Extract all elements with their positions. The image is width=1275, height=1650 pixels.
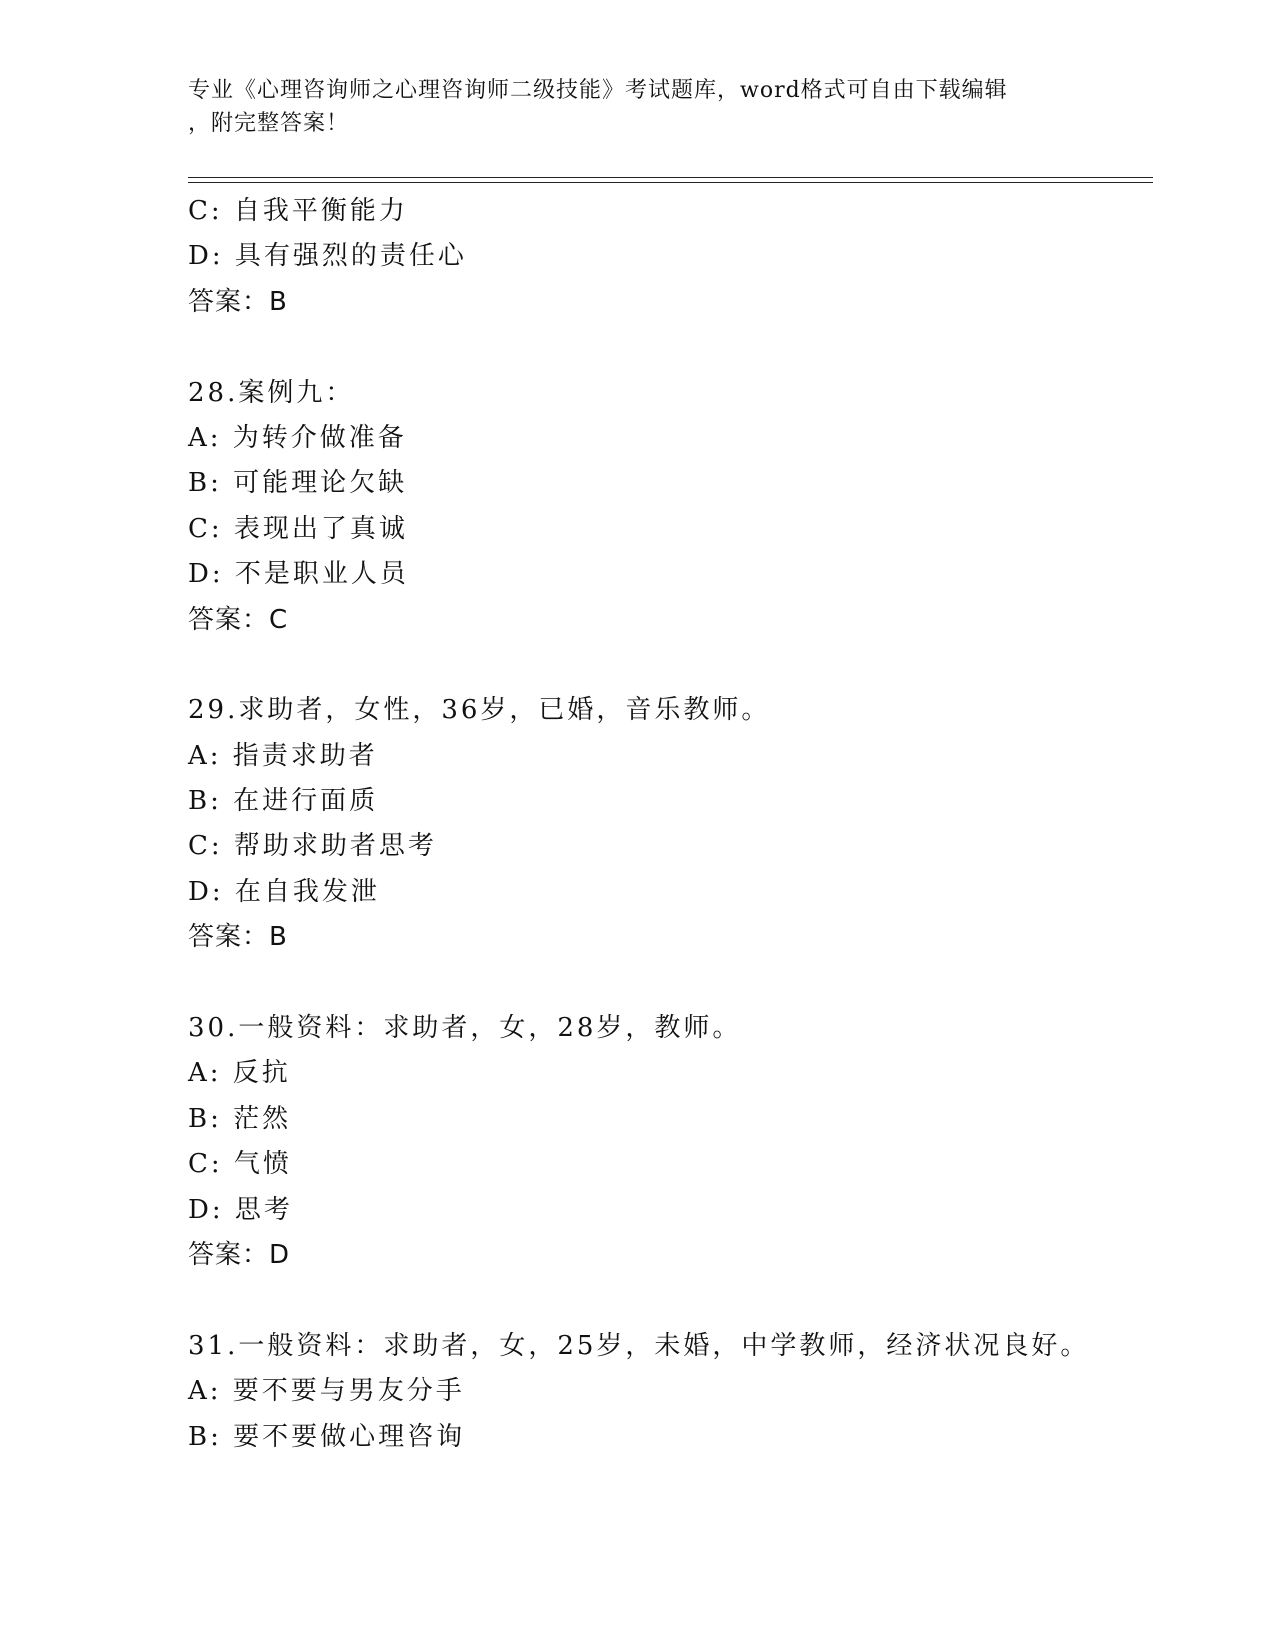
answer-line: 答案：B (188, 286, 288, 317)
question-block (188, 189, 1153, 325)
document-header (188, 74, 1088, 140)
option-d: D: 不是职业人员 (188, 559, 409, 590)
option-a: A: 为转介做准备 (188, 422, 407, 453)
question-block (188, 1006, 1153, 1278)
option-d: D: 具有强烈的责任心 (188, 241, 467, 272)
answer-line: 答案：D (188, 1239, 291, 1270)
option-b: B: 可能理论欠缺 (188, 468, 408, 499)
header-line-1: 专业《心理咨询师之心理咨询师二级技能》考试题库，word格式可自由下载编辑 (188, 78, 1008, 103)
option-c: C: 帮助求助者思考 (188, 831, 437, 862)
option-b: B: 在进行面质 (188, 786, 379, 817)
option-d: D: 思考 (188, 1194, 293, 1225)
question-text: 28.案例九： (188, 377, 355, 408)
question-text: 30.一般资料：求助者，女，28岁，教师。 (188, 1013, 742, 1044)
question-text: 31.一般资料：求助者，女，25岁，未婚，中学教师，经济状况良好。 (188, 1330, 1090, 1361)
option-c: C: 气愤 (188, 1149, 292, 1180)
option-a: A: 反抗 (188, 1058, 291, 1089)
option-c: C: 自我平衡能力 (188, 196, 408, 226)
answer-line: 答案：C (188, 604, 289, 635)
option-d: D: 在自我发泄 (188, 876, 380, 907)
option-a: A: 指责求助者 (188, 740, 378, 771)
answer-line: 答案：B (188, 922, 288, 953)
header-line-2: ，附完整答案！ (188, 111, 350, 136)
option-c: C: 表现出了真诚 (188, 513, 408, 544)
question-block (188, 1324, 1153, 1460)
option-a: A: 要不要与男友分手 (188, 1376, 465, 1407)
option-b: B: 要不要做心理咨询 (188, 1421, 466, 1452)
header-rule-top (188, 177, 1153, 178)
option-b: B: 茫然 (188, 1103, 292, 1134)
question-list (188, 189, 1153, 1460)
question-text: 29.求助者，女性，36岁，已婚，音乐教师。 (188, 695, 771, 726)
header-rule-bottom (188, 182, 1153, 183)
question-block (188, 371, 1153, 643)
question-block (188, 688, 1153, 960)
